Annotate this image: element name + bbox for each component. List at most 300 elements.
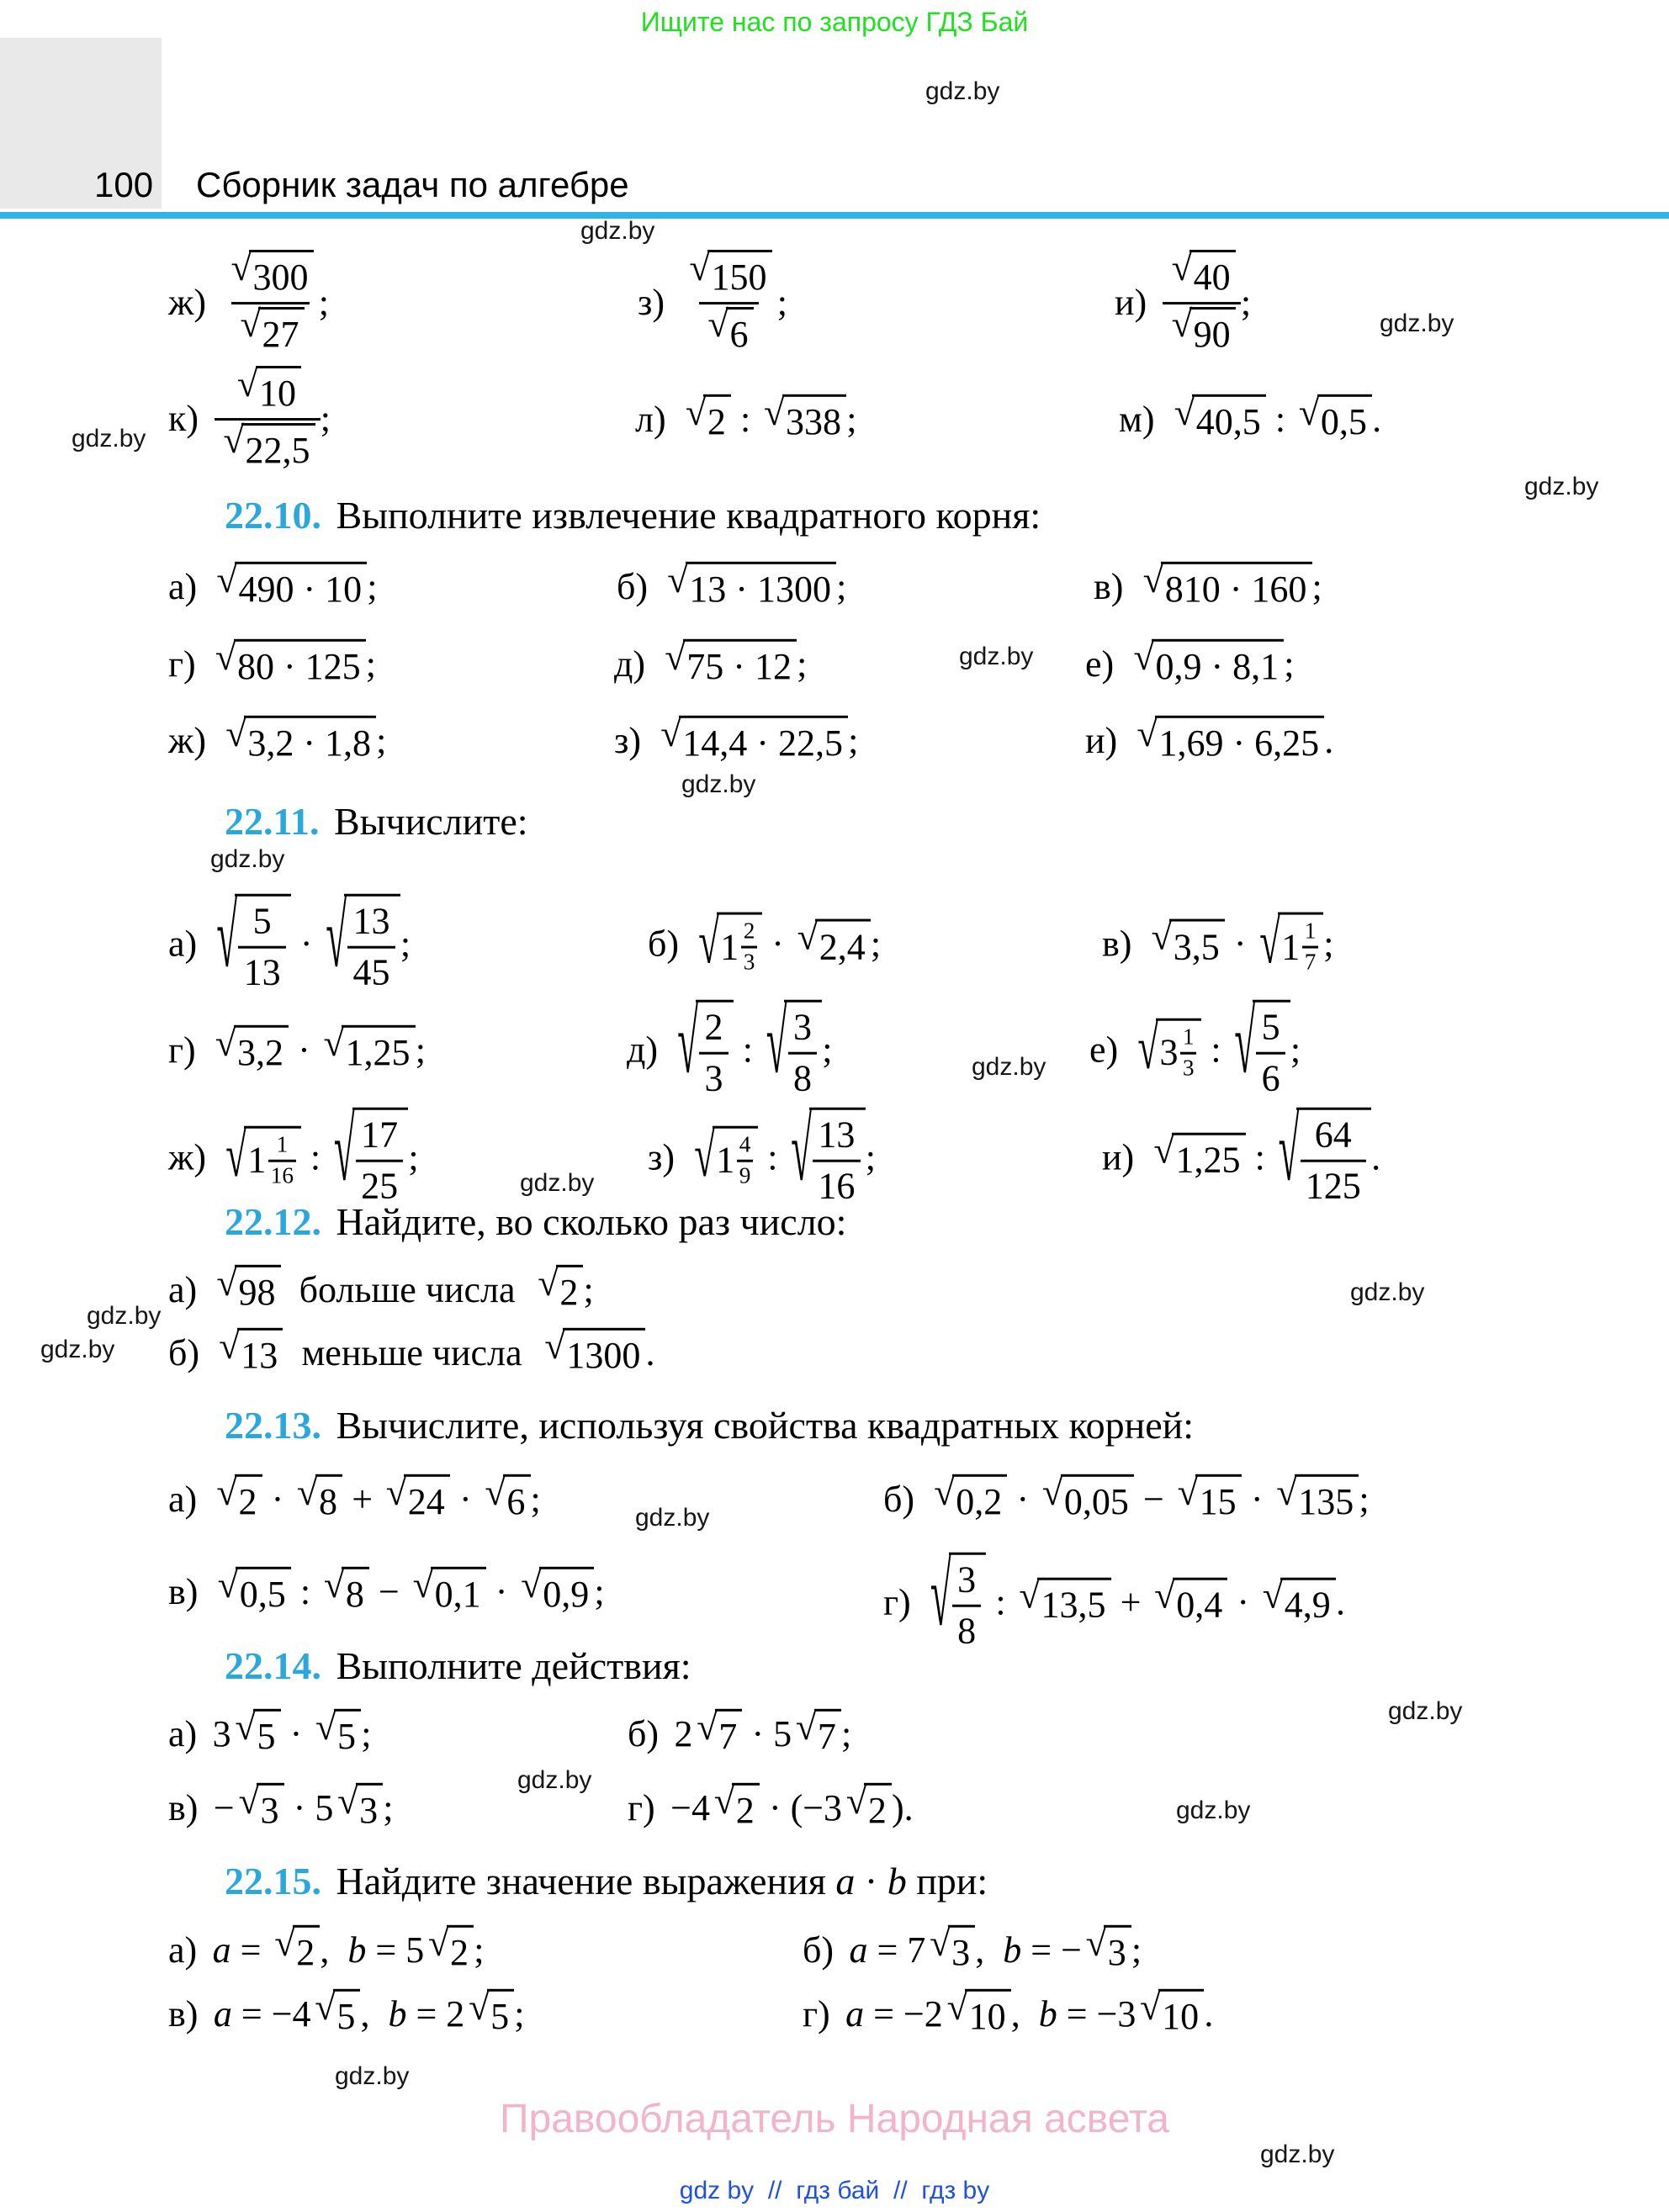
math-text: − [1134, 1478, 1174, 1520]
fraction-denominator: 7 [1302, 945, 1318, 975]
problem-item [614, 639, 807, 688]
sqrt-radical [1169, 919, 1225, 968]
math-text: −4 [670, 1786, 710, 1828]
math-text: 2 [674, 1712, 693, 1754]
fraction [356, 1114, 403, 1207]
math-text: , [320, 1929, 348, 1971]
math-text: 16 [818, 1165, 856, 1207]
sqrt-radical [1172, 1133, 1246, 1182]
math-text: ; [1290, 1029, 1301, 1071]
math-text: больше числа [280, 1268, 534, 1310]
fraction-denominator [1163, 302, 1241, 356]
watermark-gdzby: gdz.by [972, 1053, 1046, 1081]
sqrt-radical [864, 1783, 892, 1832]
sqrt-radical [241, 423, 315, 472]
problem-item [1094, 562, 1322, 611]
math-text: = −4 [231, 1992, 311, 2035]
problem-label: г) [168, 1029, 196, 1071]
watermark-gdzby: gdz.by [87, 1302, 162, 1330]
sqrt-radical [726, 307, 754, 356]
problem-item [168, 1328, 654, 1377]
fraction-numerator [222, 250, 319, 302]
math-text: : [758, 1136, 787, 1178]
math-text: ; [848, 719, 859, 761]
math-text: 40 [1193, 257, 1231, 299]
fraction-denominator [1256, 1052, 1285, 1100]
sqrt-radical [782, 394, 847, 443]
mixed-whole: √ 1 [247, 1140, 267, 1182]
problem-label: б) [883, 1478, 915, 1520]
watermark-gdzby: gdz.by [72, 425, 146, 452]
problem-item [1102, 1108, 1380, 1208]
sqrt-radical [696, 1000, 734, 1100]
fraction [813, 1114, 860, 1207]
math-text: ; [1131, 1929, 1142, 1971]
problem-label: ж) [168, 282, 207, 324]
math-text: = 2 [406, 1992, 465, 2035]
math-text: 13,5 [1041, 1585, 1106, 1627]
fraction-numerator [813, 1114, 860, 1160]
problem-label: е) [1089, 1029, 1119, 1071]
section-heading [225, 1859, 988, 1903]
math-text: ; [797, 643, 808, 685]
math-text: √ 5 [252, 901, 272, 943]
sqrt-radical [948, 1925, 976, 1974]
fraction [268, 1132, 296, 1188]
mixed-whole: √ 1 [716, 1140, 735, 1182]
math-text: ; [846, 398, 857, 440]
fraction-numerator [1310, 1114, 1357, 1160]
problem-label: к) [168, 398, 199, 440]
math-text: ; [514, 1992, 525, 2035]
section-number: 22.10. [225, 494, 321, 537]
sqrt-radical [431, 1567, 486, 1616]
fraction-numerator [356, 1114, 403, 1160]
fraction-denominator [1301, 1160, 1366, 1208]
section-title [334, 800, 528, 843]
sqrt-radical [949, 1553, 987, 1653]
fraction-denominator [699, 1052, 728, 1100]
problem-item [1085, 716, 1333, 765]
mixed-number [720, 918, 757, 975]
sqrt-radical [1295, 1474, 1359, 1523]
math-text: ; [865, 1136, 876, 1178]
problem-label: а) [168, 565, 198, 607]
math-text: 8 [792, 1057, 812, 1099]
problem-label: з) [648, 1136, 676, 1178]
math-text: 90 [1193, 313, 1231, 355]
problem-label: а) [168, 923, 198, 965]
problem-item [614, 716, 858, 765]
watermark-gdzby: gdz.by [40, 1336, 115, 1363]
fraction-denominator [356, 1160, 403, 1208]
math-text: 0,9 [543, 1574, 590, 1616]
math-text: ; [318, 282, 330, 324]
math-text: 0,9 · 8,1 [1155, 646, 1280, 688]
math-text: 14,4 · 22,5 [682, 722, 843, 765]
problem-label: б) [648, 923, 680, 965]
math-text: 45 [352, 951, 390, 993]
math-text: 15 [1199, 1481, 1237, 1523]
book-title: Сборник задач по алгебре [196, 165, 629, 204]
footer-link-separator: // [767, 2177, 782, 2204]
footer-link[interactable]: гдз бай [796, 2177, 880, 2204]
top-banner-link[interactable]: Ищите нас по запросу ГДЗ Бай [640, 7, 1029, 37]
math-text: Вычислите: [333, 800, 528, 843]
problem-item [168, 250, 329, 356]
math-text: · [290, 923, 322, 965]
sqrt-radical [234, 639, 366, 688]
sqrt-radical [249, 250, 314, 299]
fraction [347, 900, 395, 993]
sqrt-radical [539, 1567, 595, 1616]
fraction-denominator [215, 418, 321, 472]
sqrt-radical [707, 250, 772, 299]
mixed-number [1281, 918, 1318, 975]
fraction-numerator: 1 [1304, 918, 1317, 944]
problem-item [1119, 394, 1381, 443]
math-text: 7 [718, 1716, 738, 1758]
sqrt-radical [256, 366, 302, 415]
section-title [336, 1860, 988, 1902]
sqrt-radical [814, 1709, 842, 1758]
problem-label: в) [1102, 923, 1132, 965]
sqrt-radical [342, 1025, 416, 1074]
math-text: · (−3 [759, 1786, 843, 1828]
watermark-gdzby: gdz.by [1380, 310, 1454, 337]
math-text: 135 [1298, 1481, 1354, 1523]
problem-label: а) [168, 1268, 198, 1310]
section-number: 22.14. [225, 1644, 321, 1687]
watermark-gdzby: gdz.by [681, 770, 756, 798]
math-text: 3 [359, 1790, 379, 1832]
problem-item [168, 1925, 484, 1974]
fraction-numerator [699, 1006, 728, 1052]
watermark-gdzby: gdz.by [1350, 1278, 1425, 1306]
math-variable: a [212, 1929, 231, 1971]
sqrt-radical [1317, 394, 1373, 443]
math-text: 27 [262, 313, 299, 355]
math-text: √ 2 [704, 1007, 723, 1049]
sqrt-radical [717, 913, 762, 976]
math-text: . [1204, 1992, 1214, 2035]
sqrt-radical [315, 1474, 343, 1523]
problem-item [883, 1553, 1345, 1653]
sqrt-radical [683, 639, 797, 688]
problem-item [168, 1989, 524, 2038]
math-text: ). [892, 1786, 914, 1828]
math-text: 22,5 [245, 429, 310, 471]
sqrt-radical [1037, 1578, 1111, 1627]
math-text: 75 · 12 [686, 646, 792, 688]
sqrt-radical [1061, 1474, 1135, 1523]
math-text: 8 [319, 1481, 338, 1523]
sqrt-radical [487, 1989, 515, 2038]
sqrt-radical [1192, 394, 1266, 443]
problem-label: г) [628, 1786, 655, 1828]
math-text: 80 · 125 [236, 646, 361, 688]
sqrt-radical [809, 1108, 866, 1208]
sqrt-radical [342, 1567, 369, 1616]
math-text: 5 [336, 1996, 356, 2038]
math-text: , [1010, 1992, 1039, 2035]
math-text: . [1324, 719, 1334, 761]
page-number: 100 [94, 165, 154, 204]
fraction-numerator [788, 1006, 817, 1052]
sqrt-radical [1173, 1578, 1228, 1627]
fraction [1180, 1024, 1196, 1081]
watermark-gdzby: gdz.by [635, 1504, 710, 1532]
mixed-whole: √ 3 [1159, 1032, 1179, 1074]
problem-label: в) [168, 1786, 199, 1828]
problem-label: а) [168, 1929, 198, 1971]
watermark-gdzby: gdz.by [335, 2062, 410, 2090]
math-text: 3 [260, 1790, 279, 1832]
math-text: √ 64 [1314, 1114, 1352, 1156]
sqrt-radical [1280, 1578, 1336, 1627]
math-text: Выполните извлечение квадратного корня: [336, 494, 1041, 537]
math-text: Выполните действия: [336, 1644, 691, 1687]
problem-label: б) [168, 1331, 200, 1373]
sqrt-radical [1195, 1474, 1242, 1523]
math-text: + [342, 1478, 383, 1520]
math-text: 150 [711, 257, 767, 299]
problem-item [617, 562, 846, 611]
fraction [215, 366, 321, 472]
math-text: . [1372, 398, 1382, 440]
math-text: 7 [817, 1716, 836, 1758]
math-text: 13 · 1300 [689, 569, 831, 611]
math-text: 0,5 [239, 1574, 286, 1616]
math-text: 300 [252, 257, 309, 299]
math-text: 1,25 [345, 1032, 411, 1074]
mixed-number [716, 1132, 753, 1188]
watermark-gdzby: gdz.by [210, 845, 285, 873]
problem-item [648, 1108, 876, 1208]
sqrt-radical [235, 562, 367, 611]
math-text: 3,5 [1173, 926, 1220, 968]
problem-item [168, 639, 376, 688]
math-text: · [1227, 1581, 1259, 1623]
math-text: 4,9 [1284, 1585, 1331, 1627]
math-text: = 5 [366, 1929, 425, 1971]
section-number: 22.12. [225, 1200, 321, 1243]
sqrt-radical [447, 1925, 474, 1974]
sqrt-radical [235, 1265, 281, 1314]
sqrt-radical [352, 1108, 409, 1208]
fraction [1163, 250, 1241, 356]
sqrt-radical [503, 1474, 531, 1523]
sqrt-radical [965, 1989, 1011, 2038]
math-text: 40,5 [1195, 401, 1261, 443]
problem-label: г) [883, 1581, 911, 1623]
math-text: · [855, 1860, 887, 1902]
math-text: : [986, 1581, 1015, 1623]
fraction-denominator: 9 [737, 1159, 753, 1188]
math-text: ; [583, 1268, 594, 1310]
problem-item [803, 1989, 1213, 2038]
math-text: 5 [257, 1716, 276, 1758]
math-variable: b [1003, 1929, 1022, 1971]
problem-item [627, 1000, 832, 1100]
math-text: ; [530, 1478, 541, 1520]
problem-item [1102, 913, 1333, 976]
math-text: ; [594, 1570, 605, 1612]
problem-label: з) [638, 282, 665, 324]
fraction-denominator [788, 1052, 817, 1100]
math-text: 2 [867, 1790, 887, 1832]
math-text: . [645, 1331, 655, 1373]
sqrt-radical [784, 1000, 822, 1100]
watermark-gdzby: gdz.by [1176, 1797, 1251, 1824]
fraction-numerator: 1 [1182, 1024, 1195, 1050]
problem-item [168, 1025, 426, 1074]
sqrt-radical [236, 1567, 291, 1616]
fraction-denominator [231, 302, 310, 356]
sqrt-radical [235, 894, 291, 994]
problem-label: в) [168, 1992, 199, 2035]
problem-label: г) [168, 643, 196, 685]
math-text: · [762, 923, 793, 965]
math-text: − [213, 1786, 235, 1828]
math-text: ; [383, 1786, 394, 1828]
sqrt-radical [1104, 1925, 1131, 1974]
sqrt-radical [679, 716, 848, 765]
math-text: 1,69 · 6,25 [1158, 722, 1320, 765]
math-text: 6 [506, 1481, 526, 1523]
math-text: 0,05 [1063, 1481, 1129, 1523]
watermark-gdzby: gdz.by [1524, 473, 1599, 500]
sqrt-radical [244, 716, 376, 765]
math-text: 490 · 10 [238, 569, 363, 611]
math-text: = −2 [864, 1992, 943, 2035]
math-text: · [485, 1570, 517, 1612]
math-text: 13 [241, 1335, 278, 1377]
math-text: 10 [1162, 1996, 1200, 2038]
problem-label: в) [1094, 565, 1124, 607]
math-text: = [230, 1929, 271, 1971]
math-text: · [289, 1029, 320, 1071]
problem-label: ж) [168, 719, 207, 761]
math-text: . [1371, 1136, 1381, 1178]
math-variable: b [887, 1860, 907, 1902]
problem-item [168, 1108, 419, 1208]
math-text: · [1224, 923, 1256, 965]
fraction-numerator [247, 900, 276, 946]
problem-item [168, 1567, 605, 1616]
math-text: ; [367, 565, 378, 607]
math-text: ; [415, 1029, 426, 1071]
math-text: − [369, 1570, 409, 1612]
problem-item [168, 716, 386, 765]
problem-item [628, 1709, 851, 1758]
problem-item [635, 394, 856, 443]
math-text: + [1110, 1581, 1151, 1623]
math-text: ; [408, 1136, 419, 1178]
footer-link-separator: // [893, 2177, 908, 2204]
sqrt-radical [404, 1474, 450, 1523]
math-text: √ 13 [352, 901, 390, 943]
sqrt-radical [1158, 1989, 1205, 2038]
problem-item [803, 1925, 1142, 1974]
fraction-denominator: 3 [1180, 1051, 1196, 1081]
fraction-numerator [681, 250, 777, 302]
section-title [336, 1644, 691, 1687]
math-text: · 5 [283, 1786, 334, 1828]
math-text: при: [906, 1860, 988, 1902]
fraction-numerator: 2 [743, 918, 755, 944]
footer-link[interactable]: гдз by [921, 2177, 990, 2204]
problem-label: и) [1102, 1136, 1135, 1178]
sqrt-radical [732, 1783, 760, 1832]
watermark-gdzby: gdz.by [517, 1766, 592, 1794]
section-heading [225, 1403, 1194, 1447]
problem-label: д) [627, 1029, 659, 1071]
math-text: = 7 [867, 1929, 926, 1971]
fraction-denominator: 3 [741, 945, 757, 975]
math-text: 0,1 [434, 1574, 481, 1616]
sqrt-radical [715, 1709, 743, 1758]
footer-link[interactable]: gdz by [679, 2177, 755, 2204]
problem-label: б) [617, 565, 649, 607]
sqrt-radical [333, 1989, 361, 2038]
problem-label: е) [1085, 643, 1115, 685]
math-text: 5 [490, 1996, 510, 2038]
problem-item [168, 894, 411, 994]
math-text: 3 [704, 1057, 723, 1099]
sqrt-radical [257, 1783, 284, 1832]
sqrt-radical [1253, 1000, 1290, 1100]
math-variable: b [347, 1929, 367, 1971]
problem-item [168, 1783, 394, 1832]
math-text: : [1245, 1136, 1274, 1178]
math-text: ; [1359, 1478, 1370, 1520]
math-text: = −3 [1057, 1992, 1137, 2035]
problem-item [1089, 1000, 1301, 1100]
fraction-numerator [228, 366, 306, 418]
math-text: 338 [786, 401, 842, 443]
math-text: = − [1021, 1929, 1082, 1971]
problem-label: л) [635, 398, 666, 440]
fraction-denominator [347, 946, 395, 994]
problem-item [638, 250, 787, 356]
fraction-denominator [813, 1160, 860, 1208]
sqrt-radical [556, 1265, 584, 1314]
problem-label: м) [1119, 398, 1155, 440]
problem-label: в) [168, 1570, 199, 1612]
fraction-denominator: 16 [268, 1159, 296, 1188]
math-text: , [360, 1992, 389, 2035]
math-text: · 5 [742, 1712, 792, 1754]
math-text: 3 [212, 1712, 231, 1754]
math-text: ; [870, 923, 882, 965]
math-variable: a [213, 1992, 232, 2035]
mixed-whole: √ 1 [1281, 926, 1301, 968]
section-heading [225, 493, 1041, 537]
math-text: : [300, 1136, 331, 1178]
math-text: Вычислите, используя свойства квадратных корней: [336, 1404, 1195, 1447]
sqrt-radical [293, 1925, 321, 1974]
sqrt-radical [1161, 562, 1311, 611]
fraction [1301, 1114, 1366, 1207]
sqrt-radical [334, 1709, 362, 1758]
math-text: 98 [238, 1272, 276, 1314]
problem-label: а) [168, 1712, 198, 1754]
sqrt-radical [686, 562, 836, 611]
sqrt-radical [1189, 250, 1236, 299]
math-variable: a [849, 1929, 868, 1971]
footer-links [0, 2177, 1669, 2205]
